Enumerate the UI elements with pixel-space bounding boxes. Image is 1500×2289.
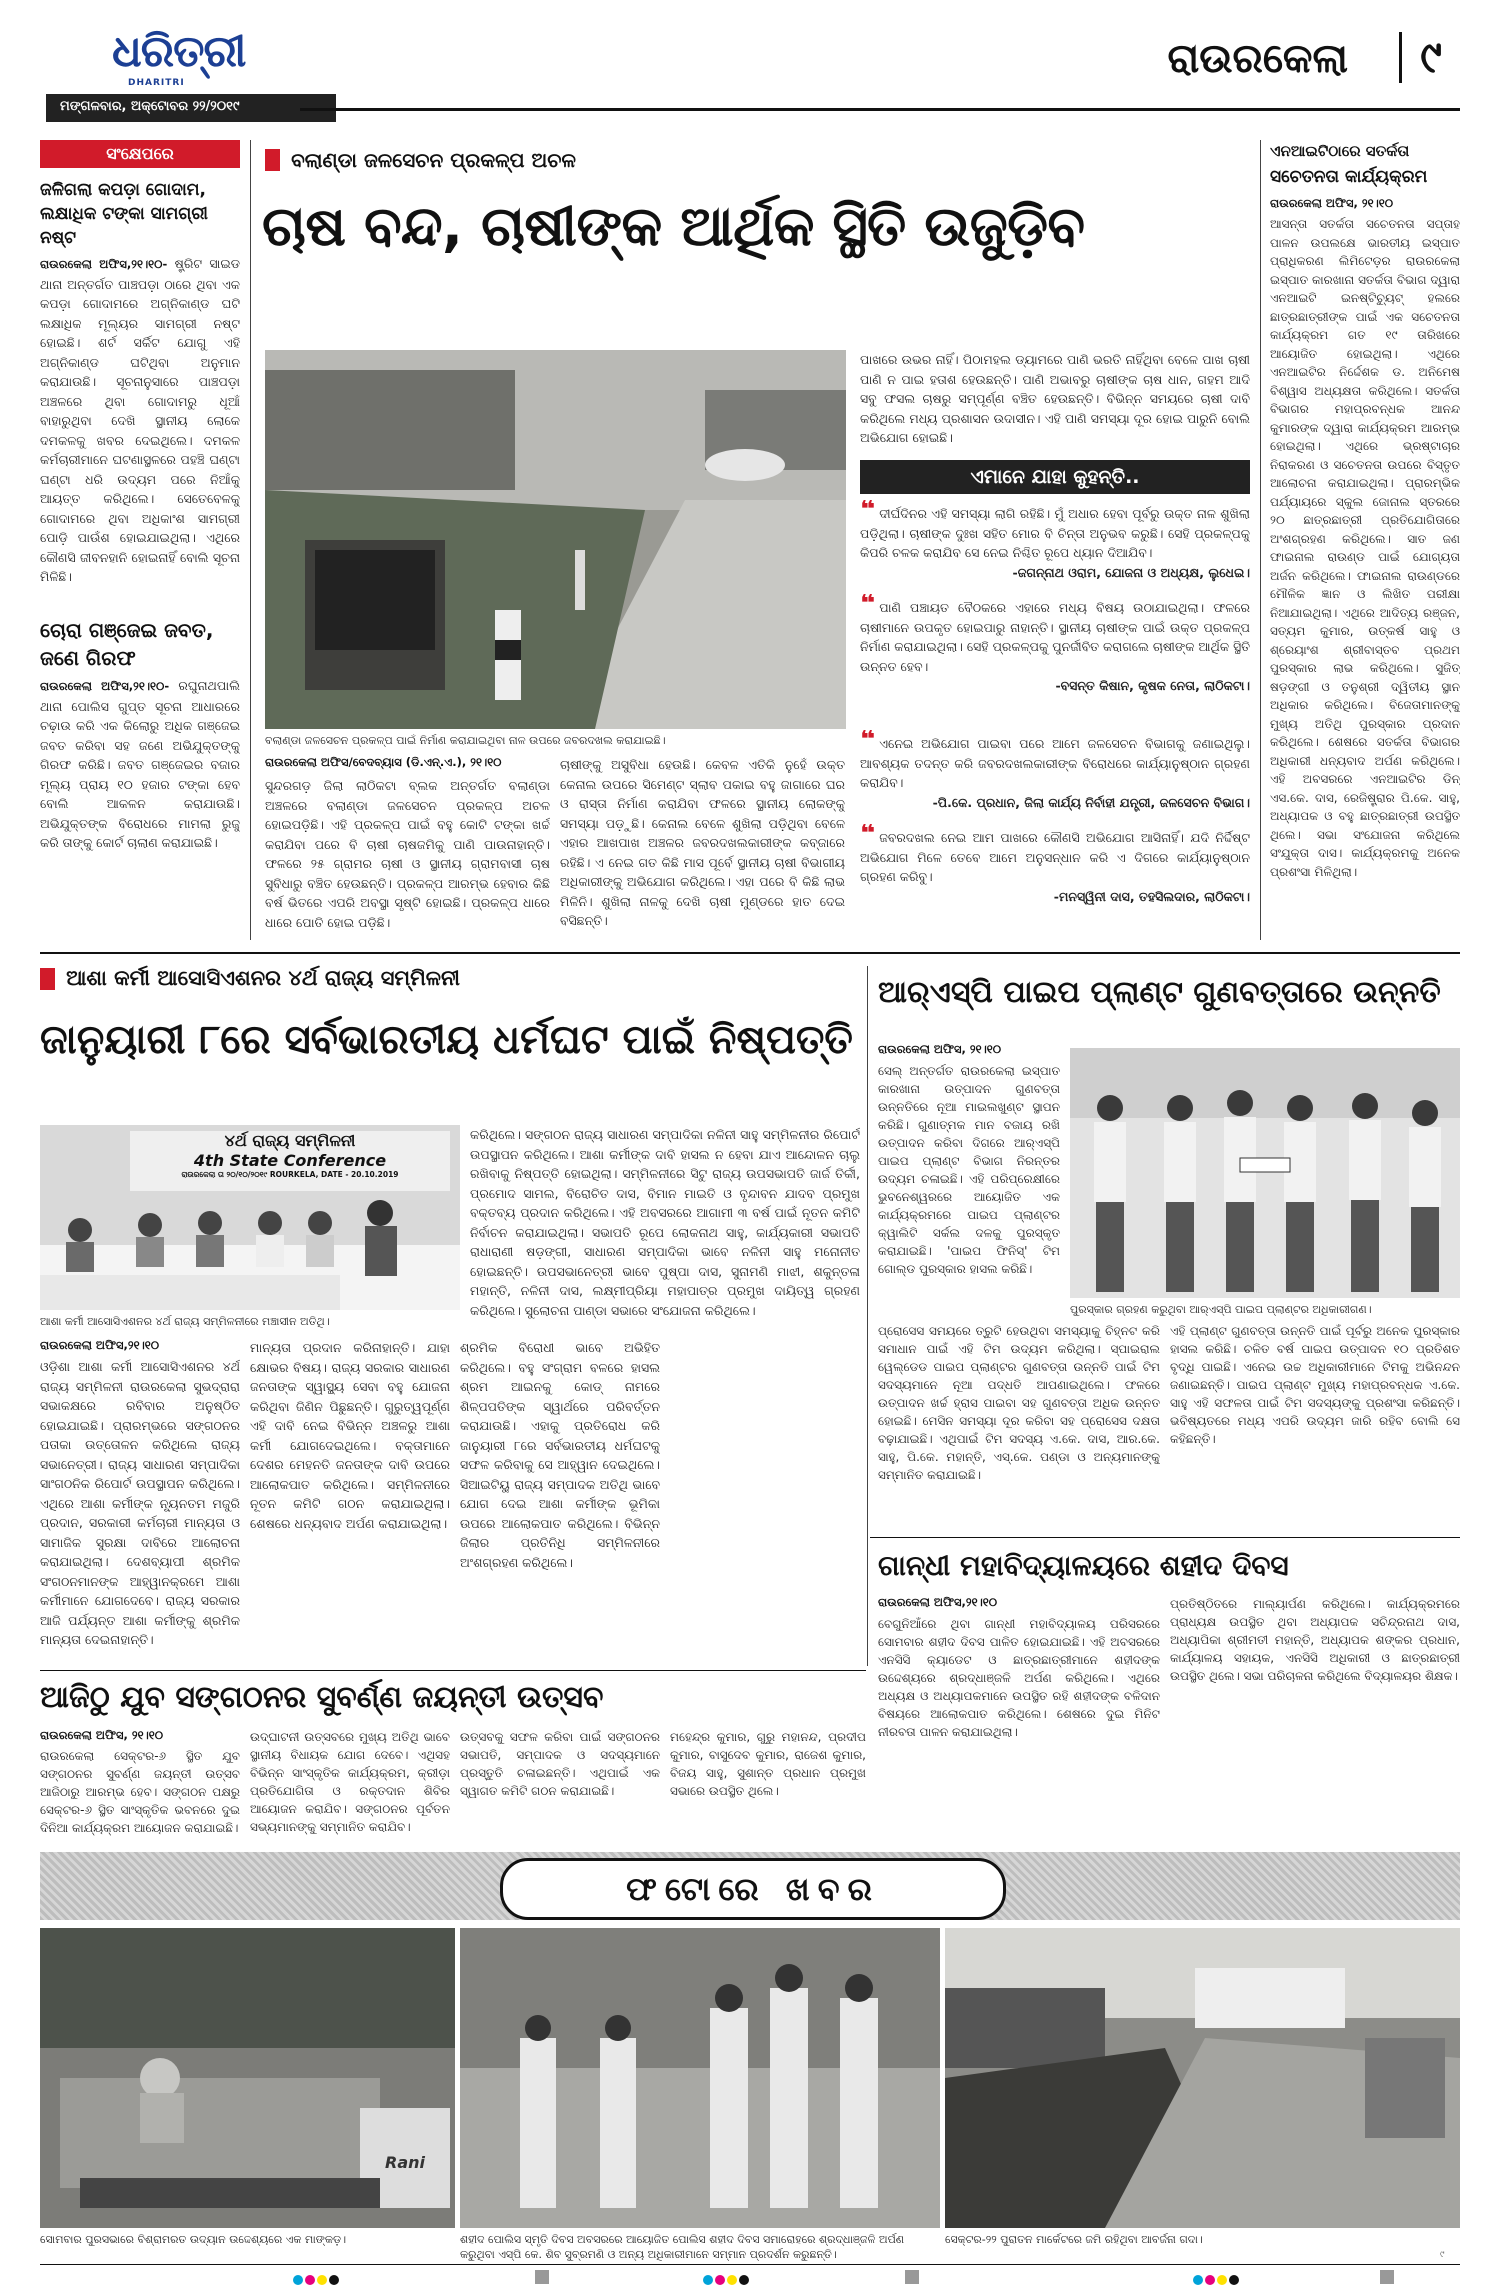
quotes-box-header [860,460,1250,494]
rsp-col1-text: ପ୍ରୋସେସ ସମୟରେ ତ୍ରୁଟି ହେଉଥିବା ସମସ୍ୟାକୁ ଚିହ୍ନଟ କରି ସମାଧାନ ପାଇଁ ଏହି ଟିମ ଉଦ୍ୟମ କରିଥିଲା। ସ୍ପାଇରାଲ ୱେଲ୍ଡେଡ ପାଇପ ପ୍ଲାଣ୍ଟର ଗୁଣବତ୍ତା ଉନ୍ନତି ପାଇଁ ଟିମ ସଦସ୍ୟମାନେ ନୂଆ ପଦ୍ଧତି ଆପଣାଇଥିଲେ। ଫଳରେ ଉତ୍ପାଦନ ଖର୍ଚ୍ଚ ହ୍ରାସ ପାଇବା ସହ ଗୁଣବତ୍ତା ଅଧିକ ଉନ୍ନତ ହୋଇଛି। ମେସିନ ସମସ୍ୟା ଦୂର କରିବା ସହ ପ୍ରୋସେସ ଦକ୍ଷତା ବଢ଼ାଯାଇଛି। ଏଥିପାଇଁ ଟିମ ସଦସ୍ୟ ଏ.କେ. ଦାସ, ଆର.କେ. ସାହୁ, ପି.କେ. ମହାନ୍ତି, ଏସ୍.କେ. ପଣ୍ଡା ଓ ଅନ୍ୟମାନଙ୍କୁ ସମ୍ମାନିତ କରାଯାଇଛି। [878,1324,1160,1482]
section-divider [40,1670,866,1671]
lead-col3-text: ପାଖରେ ଉଭର ନାହିଁ। ପିଠାମହଲ ଡ୍ୟାମରେ ପାଣି ଭରତି ନାହିଁଥିବା ବେଳେ ପାଖ ଚାଷୀ ପାଣି ନ ପାଇ ହତାଶ ହେଉଛନ୍ତି। ପାଣି ଅଭାବରୁ ଚାଷୀଙ୍କ ଚାଷ ଧାନ, ଗହମ ଆଦି ସବୁ ଫସଲ ଚାଷରୁ ସମ୍ପୂର୍ଣ୍ଣ ବଞ୍ଚିତ ହେଉଛନ୍ତି। ବିଭିନ୍ନ ସମୟରେ ଚାଷୀ ଦାବି କରିଥିଲେ ମଧ୍ୟ ପ୍ରଶାସନ ଉଦାସୀନ। ଏହି ପାଣି ସମସ୍ୟା ଦୂର ହୋଇ ପାରୁନି ବୋଲି ଅଭିଯୋଗ ହୋଇଛି। [860,352,1250,445]
quote-icon: ❝ [860,500,876,525]
banner-line: 4th State Conference [193,1151,387,1170]
grey-patch [535,2270,549,2284]
rsp-headline: ଆର୍‌ଏସ୍‌ପି ପାଇପ ପ୍ଲାଣ୍ଟ ଗୁଣବତ୍ତାରେ ଉନ୍ନତି [878,975,1441,1010]
quote-icon: ❝ [860,730,876,755]
brief-item-title: ଜଳିଗଲା କପଡ଼ା ଗୋଦାମ, ଲକ୍ଷାଧିକ ଟଙ୍କା ସାମଗ୍ରୀ ନଷ୍ଟ [40,180,208,248]
youth-headline: ଆଜିଠୁ ଯୁବ ସଙ୍ଗଠନର ସୁବର୍ଣ୍ଣ ଜୟନ୍ତୀ ଉତ୍ସବ [40,1680,604,1715]
asha-col1 [40,1338,240,1668]
rsp-photo-caption: ପୁରସ୍କାର ଗ୍ରହଣ କରୁଥିବା ଆର୍‌ଏସ୍‌ପି ପାଇପ ପ୍ଲାଣ୍ଟର ଅଧିକାରୀଗଣ। [1070,1303,1372,1316]
right-story-kicker: ଏନଆଇଟିଠାରେ ସତର୍କତା [1270,142,1410,160]
quote-author: -ପି.କେ. ପ୍ରଧାନ, ଜିଲା କାର୍ଯ୍ୟ ନିର୍ବାହୀ ଯନ୍ତ୍ରୀ, ଜଳସେଚନ ବିଭାଗ। [932,794,1250,810]
banner-line: ୪ର୍ଥ ରାଜ୍ୟ ସମ୍ମିଳନୀ [224,1131,356,1150]
quote-author: -ଜଗନ୍ନାଥ ଓରାମ, ଯୋଜନା ଓ ଅଧ୍ୟକ୍ଷ, ଲୁଧେଇ। [1012,564,1250,580]
photo-news-image-market [945,1928,1460,2228]
right-story [1270,140,1460,940]
asha-col4-text: କରିଥିଲେ। ସଙ୍ଗଠନ ରାଜ୍ୟ ସାଧାରଣ ସମ୍ପାଦିକା ନଳିନୀ ସାହୁ ସମ୍ମିଳନୀର ରିପୋର୍ଟ ଉପସ୍ଥାପନ କରିଥିଲେ। ଆଶା କର୍ମୀଙ୍କ ଦାବି ହାସଲ ନ ହେବା ଯାଏ ଆନ୍ଦୋଳନ ଚାଲୁ ରଖିବାକୁ ନିଷ୍ପତ୍ତି ହୋଇଥିଲା। ସମ୍ମିଳନୀରେ ସିଟୁ ରାଜ୍ୟ ଉପସଭାପତି ଜାର୍ଜ ତିର୍କୀ, ପ୍ରମୋଦ ସାମଲ, ବିରୋଚିତ ଦାସ, ବିମାନ ମାଇତି ଓ ବୃନ୍ଦାବନ ଯାଦବ ପ୍ରମୁଖ ବକ୍ତବ୍ୟ ପ୍ରଦାନ କରିଥିଲେ। ଏହି ଅବସରରେ ଆଗାମୀ ୩ ବର୍ଷ ପାଇଁ ନୂତନ କମିଟି ନିର୍ବାଚନ କରାଯାଇଥିଲା। ସଭାପତି ରୂପେ ଲୋକନାଥ ସାହୁ, କାର୍ଯ୍ୟକାରୀ ସଭାପତି ରାଧାରାଣୀ ଷଡ଼ଙ୍ଗୀ, ସାଧାରଣ ସମ୍ପାଦିକା ଭାବେ ନଳିନୀ ସାହୁ ମନୋନୀତ ହୋଇଛନ୍ତି। ଉପସଭାନେତ୍ରୀ ଭାବେ ପୁଷ୍ପା ଦାସ, ସୁନାମଣି ମାଝୀ, ଶକୁନ୍ତଳା ମହାନ୍ତି, ନଳିନୀ ଦାସ, ଲକ୍ଷ୍ମୀପ୍ରିୟା ମହାପାତ୍ର ପ୍ରମୁଖ ଦାୟିତ୍ୱ ଗ୍ରହଣ କରିଥିଲେ। ସୁଲୋଚନା ପାଣ୍ଡା ସଭାରେ ସଂଯୋଜନା କରିଥିଲେ। [470,1127,860,1318]
quote-icon: ❝ [860,594,876,619]
dateline: ରାଉରକେଲା ଅଫିସ, ୨୧।୧୦ [1270,196,1394,210]
banner-ribbon [500,1858,1006,1920]
lead-kicker [265,148,865,178]
brief-item-text: ରଘୁନାଥପାଲି ଥାନା ପୋଲିସ ଗୁପ୍ତ ସୂଚନା ଆଧାରରେ ଚଢ଼ାଉ କରି ଏକ କିଲୋରୁ ଅଧିକ ଗଞ୍ଜେଇ ଜବତ କରିବା ସହ ଜଣେ ଅଭିଯୁକ୍ତଙ୍କୁ ଗିରଫ କରିଛି। ଜବତ ଗଞ୍ଜେଇର ବଜାର ମୂଲ୍ୟ ପ୍ରାୟ ୧୦ ହଜାର ଟଙ୍କା ହେବ ବୋଲି ଆକଳନ କରାଯାଉଛି। ଅଭିଯୁକ୍ତଙ୍କ ବିରୋଧରେ ମାମଲା ରୁଜୁ କରି ତାଙ୍କୁ କୋର୍ଟ ଚାଲାଣ କରାଯାଇଛି। [40,678,240,850]
asha-col2-text: ମାନ୍ୟତା ପ୍ରଦାନ କରିନାହାନ୍ତି। ଯାହା କ୍ଷୋଭର ବିଷୟ। ରାଜ୍ୟ ସରକାର ସାଧାରଣ ଜନତାଙ୍କ ସ୍ୱାସ୍ଥ୍ୟ ସେବା ବହୁ ଯୋଜନା କରିଥିବା ଜିଣିନ ପିଛୁଛନ୍ତି। ଗୁରୁତ୍ୱପୂର୍ଣ୍ଣ ଏହି ଦାବି ନେଇ ବିଭିନ୍ନ ଅଞ୍ଚଳରୁ ଆଶା କର୍ମୀ ଯୋଗଦେଇଥିଲେ। ବକ୍ତାମାନେ ଦେଶର ମେହନତି ଜନତାଙ୍କ ଦାବି ଉପରେ ଆଲୋକପାତ କରିଥିଲେ। ସମ୍ମିଳନୀରେ ନୂତନ କମିଟି ଗଠନ କରାଯାଇଥିଲା। ଶେଷରେ ଧନ୍ୟବାଦ ଅର୍ପଣ କରାଯାଇଥିଲା। [250,1340,450,1531]
right-story-text: ଆସନ୍ତା ସତର୍କତା ସଚେତନତା ସପ୍ତାହ ପାଳନ ଉପଲକ୍ଷେ ଭାରତୀୟ ଇସ୍ପାତ ପ୍ରାଧିକରଣ ଲିମିଟେଡ଼ର ରାଉରକେଲା ଇସ୍ପାତ କାରଖାନା ସତର୍କତା ବିଭାଗ ଦ୍ୱାରା ଏନଆଇଟି ଇନଷ୍ଟିଚ୍ୟୁଟ୍ ହଲରେ ଛାତ୍ରଛାତ୍ରୀଙ୍କ ପାଇଁ ଏକ ସଚେତନତା କାର୍ଯ୍ୟକ୍ରମ ଗତ ୧୯ ତାରିଖରେ ଆୟୋଜିତ ହୋଇଥିଲା। ଏଥିରେ ଏନଆଇଟିର ନିର୍ଦ୍ଦେଶକ ଡ. ଅନିମେଷ ବିଶ୍ୱାସ ଅଧ୍ୟକ୍ଷତା କରିଥିଲେ। ସତର୍କତା ବିଭାଗର ମହାପ୍ରବନ୍ଧକ ଆନନ୍ଦ କୁମାରଙ୍କ ଦ୍ୱାରା କାର୍ଯ୍ୟକ୍ରମ ଆରମ୍ଭ ହୋଇଥିଲା। ଏଥିରେ ଭ୍ରଷ୍ଟାଚାର ନିରାକରଣ ଓ ସଚେତନତା ଉପରେ ବିସ୍ତୃତ ଆଲୋଚନା କରାଯାଇଥିଲା। ପ୍ରାରମ୍ଭିକ ପର୍ଯ୍ୟାୟରେ ସ୍କୁଲ ଜୋନାଲ ସ୍ତରରେ ୨୦ ଛାତ୍ରଛାତ୍ରୀ ପ୍ରତିଯୋଗିତାରେ ଅଂଶଗ୍ରହଣ କରିଥିଲେ। ସାତ ଜଣ ଫାଇନାଲ ରାଉଣ୍ଡ ପାଇଁ ଯୋଗ୍ୟତା ଅର୍ଜନ କରିଥିଲେ। ଫାଇନାଲ ରାଉଣ୍ଡରେ ମୌଳିକ ଜ୍ଞାନ ଓ ଲିଖିତ ପରୀକ୍ଷା ନିଆଯାଇଥିଲା। ଏଥିରେ ଆଦିତ୍ୟ ରଞ୍ଜନ, ସତ୍ୟମ କୁମାର, ଉତ୍କର୍ଷ ସାହୁ ଓ ଶ୍ରେୟାଂଶ ଶ୍ରୀବାସ୍ତବ ପ୍ରଥମ ପୁରସ୍କାର ଲାଭ କରିଥିଲେ। ସୁଜିତ୍ ଷଡ଼ଙ୍ଗୀ ଓ ତନୁଶ୍ରୀ ଦ୍ୱିତୀୟ ସ୍ଥାନ ଅଧିକାର କରିଥିଲେ। ବିଜେତାମାନଙ୍କୁ ମୁଖ୍ୟ ଅତିଥି ପୁରସ୍କାର ପ୍ରଦାନ କରିଥିଲେ। ଶେଷରେ ସତର୍କତା ବିଭାଗର ଅଧିକାରୀ ଧନ୍ୟବାଦ ଅର୍ପଣ କରିଥିଲେ। ଏହି ଅବସରରେ ଏନଆଇଟିର ଡିନ୍ ଏସ.କେ. ଦାସ, ରେଜିଷ୍ଟ୍ରାର ପି.କେ. ସାହୁ, ଅଧ୍ୟାପକ ଓ ବହୁ ଛାତ୍ରଛାତ୍ରୀ ଉପସ୍ଥିତ ଥିଲେ। ସଭା ସଂଯୋଜନା କରିଥିଲେ ସଂଯୁକ୍ତା ଦାସ। କାର୍ଯ୍ୟକ୍ରମକୁ ଅନେକ ପ୍ରଶଂସା ମିଳିଥିଲା। [1270,217,1460,879]
lead-dateline: ରାଉରକେଲା ଅଫିସ/ବେଦବ୍ୟାସ (ଡି.ଏନ୍.ଏ.), ୨୧।୧୦ [265,755,502,769]
brief-column [40,140,240,940]
youth-col1 [40,1728,240,1843]
youth-col4-text: ମହେନ୍ଦ୍ର କୁମାର, ଗୁରୁ ମହାନନ୍ଦ, ପ୍ରଦୀପ କୁମାର, ବାସୁଦେବ କୁମାର, ରାଜେଶ କୁମାର, ବିଜୟ ସାହୁ, ସୁଶାନ୍ତ ପ୍ରଧାନ ପ୍ରମୁଖ ସଭାରେ ଉପସ୍ଥିତ ଥିଲେ। [670,1730,866,1798]
photo-news-title: ଫଟୋରେ ଖବର [626,1870,880,1908]
quote-text: ଦୀର୍ଘଦିନର ଏହି ସମସ୍ୟା ଲାଗି ରହିଛି। ମୁଁ ଅଧାର ହେବା ପୂର୍ବରୁ ଉକ୍ତ ନାଳ ଶୁଖିଲା ପଡ଼ିଥିଲା। ଚାଷୀଙ୍କ ଦୁଃଖ ସହିତ ମୋର ବି ଚିନ୍ତା ଅନୁଭବ କରୁଛି। ସେହି ପ୍ରକଳ୍ପକୁ କିପରି ଚଳକ କରାଯିବ ସେ ନେଇ ନିଶ୍ଚିତ ରୂପେ ଧ୍ୟାନ ଦିଆଯିବ। [860,506,1250,560]
kicker-marker [265,149,280,171]
dateline: ରାଉରକେଲା ଅଫିସ,୨୧।୧୦- [40,257,168,271]
grey-patch [1380,2270,1394,2284]
kicker-marker [40,968,55,990]
logo-subtitle: DHARITRI [128,78,185,88]
youth-col2-text: ଉଦ୍‌ଘାଟନୀ ଉତ୍ସବରେ ମୁଖ୍ୟ ଅତିଥି ଭାବେ ସ୍ଥାନୀୟ ବିଧାୟକ ଯୋଗ ଦେବେ। ଏଥିସହ ବିଭିନ୍ନ ସାଂସ୍କୃତିକ କାର୍ଯ୍ୟକ୍ରମ, କ୍ରୀଡ଼ା ପ୍ରତିଯୋଗିତା ଓ ରକ୍ତଦାନ ଶିବିର ଆୟୋଜନ କରାଯିବ। ସଙ୍ଗଠନର ପୂର୍ବତନ ସଭ୍ୟମାନଙ୍କୁ ସମ୍ମାନିତ କରାଯିବ। [250,1730,450,1834]
asha-photo [40,1125,460,1310]
gandhi-col1-text: ବେଗୁନିଆଁରେ ଥିବା ଗାନ୍ଧୀ ମହାବିଦ୍ୟାଳୟ ପରିସରରେ ସୋମବାର ଶହୀଦ ଦିବସ ପାଳିତ ହୋଇଯାଇଛି। ଏହି ଅବସରରେ ଏନସିସି କ୍ୟାଡେଟ ଓ ଛାତ୍ରଛାତ୍ରୀମାନେ ଶହୀଦଙ୍କ ଉଦ୍ଦେଶ୍ୟରେ ଶ୍ରଦ୍ଧାଞ୍ଜଳି ଅର୍ପଣ କରିଥିଲେ। ଏଥିରେ ଅଧ୍ୟକ୍ଷ ଓ ଅଧ୍ୟାପକମାନେ ଉପସ୍ଥିତ ରହି ଶହୀଦଙ୍କ ବଳିଦାନ ବିଷୟରେ ଆଲୋକପାତ କରିଥିଲେ। ଶେଷରେ ଦୁଇ ମିନିଟ ନୀରବତା ପାଳନ କରାଯାଇଥିଲା। [878,1617,1160,1739]
stall-sign: Rani [385,2153,425,2172]
dateline: ରାଉରକେଲା ଅଫିସ,୨୧।୧୦ [878,1595,998,1609]
lead-col1-text: ସୁନ୍ଦରଗଡ଼ ଜିଲା ଲାଠିକଟା ବ୍ଲକ ଅନ୍ତର୍ଗତ ବଲାଣ୍ଡା ଅଞ୍ଚଳରେ ବଲାଣ୍ଡା ଜଳସେଚନ ପ୍ରକଳ୍ପ ଅଚଳ ହୋଇପଡ଼ିଛି। ଏହି ପ୍ରକଳ୍ପ ପାଇଁ ବହୁ କୋଟି ଟଙ୍କା ଖର୍ଚ୍ଚ କରାଯିବା ପରେ ବି ଚାଷୀ ଚାଷଜମିକୁ ପାଣି ପାଉନାହାନ୍ତି। ଫଳରେ ୨୫ ଗ୍ରାମର ଚାଷୀ ଓ ସ୍ଥାନୀୟ ଗ୍ରାମବାସୀ ଚାଷ ସୁବିଧାରୁ ବଞ୍ଚିତ ହେଉଛନ୍ତି। ପ୍ରକଳ୍ପ ଆରମ୍ଭ ହେବାର କିଛି ବର୍ଷ ଭିତରେ ଏପରି ଅବସ୍ଥା ସୃଷ୍ଟି ହୋଇଛି। ପ୍ରକଳ୍ପ ଧାରେ ଧାରେ ପୋତି ହୋଇ ପଡ଼ିଛି। [265,778,550,930]
quote-author: -ବସନ୍ତ କିଷାନ, କୃଷକ ନେତା, ଲାଠିକଟା। [1055,678,1250,693]
asha-col3-text: ଶ୍ରମିକ ବିରୋଧୀ ଭାବେ ଅଭିହିତ କରିଥିଲେ। ବହୁ ସଂଗ୍ରାମ ବଳରେ ହାସଲ ଶ୍ରମ ଆଇନକୁ କୋଡ୍ ନାମରେ ଶିଳ୍ପପତିଙ୍କ ସ୍ୱାର୍ଥରେ ପରିବର୍ତ୍ତନ କରାଯାଉଛି। ଏହାକୁ ପ୍ରତିରୋଧ କରି ଜାନୁୟାରୀ ୮ରେ ସର୍ବଭାରତୀୟ ଧର୍ମଘଟକୁ ସଫଳ କରିବାକୁ ସେ ଆହ୍ୱାନ ଦେଇଥିଲେ। ସିଆଇଟିୟୁ ରାଜ୍ୟ ସମ୍ପାଦକ ଅତିଥି ଭାବେ ଯୋଗ ଦେଇ ଆଶା କର୍ମୀଙ୍କ ଭୂମିକା ଉପରେ ଆଲୋକପାତ କରିଥିଲେ। ବିଭିନ୍ନ ଜିଲାର ପ୍ରତିନିଧି ସମ୍ମିଳନୀରେ ଅଂଶଗ୍ରହଣ କରିଥିଲେ। [460,1340,660,1570]
print-marks [0,2268,1500,2286]
logo [112,26,246,82]
lead-col1 [265,755,550,940]
photo-news-caption: ସୋମବାର ପୁରସଭାରେ ବିଶ୍ରାମରତ ଉଦ୍ୟାନ ଉଦ୍ଦେଶ୍ୟରେ ଏକ ମାଙ୍କଡ଼। [40,2233,347,2246]
column-divider [250,140,251,940]
rsp-top-text: ସେଲ୍ ଅନ୍ତର୍ଗତ ରାଉରକେଲା ଇସ୍ପାତ କାରଖାନା ଉତ୍ପାଦନ ଗୁଣବତ୍ତା ଉନ୍ନତିରେ ନୂଆ ମାଇଲଖୁଣ୍ଟ ସ୍ଥାପନ କରିଛି। ଗୁଣାତ୍ମକ ମାନ ବଜାୟ ରଖି ଉତ୍ପାଦନ କରିବା ଦିଗରେ ଆର୍‌ଏସ୍‌ପି ପାଇପ ପ୍ଲାଣ୍ଟ ବିଭାଗ ନିରନ୍ତର ଉଦ୍ୟମ ଚଳାଇଛି। ଏହି ପରିପ୍ରେକ୍ଷୀରେ ଭୁବନେଶ୍ୱରରେ ଆୟୋଜିତ ଏକ କାର୍ଯ୍ୟକ୍ରମରେ ପାଇପ ପ୍ଲାଣ୍ଟର କ୍ୱାଲିଟି ସର୍କଲ ଦଳକୁ ପୁରସ୍କୃତ କରାଯାଇଛି। 'ପାଇପ ଫିନିସ୍' ଟିମ ଗୋଲ୍ଡ ପୁରସ୍କାର ହାସଲ କରିଛି। [878,1064,1060,1276]
lead-photo [265,350,846,729]
brief-item-text: ଷ୍ଟ୍ରିଟ ସାଇଡ ଥାନା ଅନ୍ତର୍ଗତ ପାଞ୍ଚପଡ଼ା ଠାରେ ଥିବା ଏକ କପଡ଼ା ଗୋଦାମରେ ଅଗ୍ନିକାଣ୍ଡ ଘଟି ଲକ୍ଷାଧିକ ମୂଲ୍ୟର ସାମଗ୍ରୀ ନଷ୍ଟ ହୋଇଛି। ଶର୍ଟ ସର୍କିଟ ଯୋଗୁ ଏହି ଅଗ୍ନିକାଣ୍ଡ ଘଟିଥିବା ଅନୁମାନ କରାଯାଉଛି। ସୂଚନାନୁସାରେ ପାଞ୍ଚପଡ଼ା ଅଞ୍ଚଳରେ ଥିବା ଗୋଦାମରୁ ଧୂଆଁ ବାହାରୁଥିବା ଦେଖି ସ୍ଥାନୀୟ ଲୋକେ ଦମକଳକୁ ଖବର ଦେଇଥିଲେ। ଦମକଳ କର୍ମଚାରୀମାନେ ଘଟଣାସ୍ଥଳରେ ପହଞ୍ଚି ଘଣ୍ଟା ଘଣ୍ଟା ଧରି ଉଦ୍ୟମ ପରେ ନିଆଁକୁ ଆୟତ୍ତ କରିଥିଲେ। ସେତେବେଳକୁ ଗୋଦାମରେ ଥିବା ଅଧିକାଂଶ ସାମଗ୍ରୀ ପୋଡ଼ି ପାଉଁଶ ହୋଇଯାଇଥିଲା। ଏଥିରେ କୌଣସି ଜୀବନହାନି ହୋଇନାହିଁ ବୋଲି ସୂଚନା ମିଳିଛି। [40,256,240,584]
quote-item [860,730,1250,818]
date-bar [46,94,336,122]
rsp-col2-text: ଏହି ପ୍ଲାଣ୍ଟ ଗୁଣବତ୍ତା ଉନ୍ନତି ପାଇଁ ପୂର୍ବରୁ ଅନେକ ପୁରସ୍କାର ହାସଲ କରିଛି। ଚଳିତ ବର୍ଷ ପାଇପ ଉତ୍ପାଦନ ୧୦ ପ୍ରତିଶତ ବୃଦ୍ଧି ପାଇଛି। ଏନେଇ ଉଚ୍ଚ ଅଧିକାରୀମାନେ ଟିମକୁ ଅଭିନନ୍ଦନ ଜଣାଇଛନ୍ତି। ପାଇପ ପ୍ଲାଣ୍ଟ ମୁଖ୍ୟ ମହାପ୍ରବନ୍ଧକ ଏ.କେ. ସାହୁ ଏହି ସଫଳତା ପାଇଁ ଟିମ ସଦସ୍ୟଙ୍କୁ ପ୍ରଶଂସା କରିଛନ୍ତି। ଭବିଷ୍ୟତରେ ମଧ୍ୟ ଏପରି ଉଦ୍ୟମ ଜାରି ରହିବ ବୋଲି ସେ କହିଛନ୍ତି। [1170,1324,1460,1446]
cmyk-dots [292,2270,340,2289]
quote-item [860,594,1250,724]
footer-rule [40,2264,1460,2265]
logo-text: ଧରିତ୍ରୀ [112,26,246,77]
quote-text: ଜବରଦଖଲ ନେଇ ଆମ ପାଖରେ କୌଣସି ଅଭିଯୋଗ ଆସିନାହିଁ। ଯଦି ନିର୍ଦ୍ଦିଷ୍ଟ ଅଭିଯୋଗ ମିଳେ ତେବେ ଆମେ ଅନୁସନ୍ଧାନ କରି ଏ ଦିଗରେ କାର୍ଯ୍ୟାନୁଷ୍ଠାନ ଗ୍ରହଣ କରିବୁ। [860,830,1250,884]
brief-header-text: ସଂକ୍ଷେପରେ [106,144,174,163]
cmyk-dots [702,2270,750,2289]
footer-page-ref: ୯ [1440,2250,1445,2260]
photo-news-caption: ସେକ୍ଟର-୨୨ ପୁରାତନ ମାର୍କେଟରେ ଜମି ରହିଥିବା ଆବର୍ଜନା ଗଦା। [945,2233,1203,2246]
dateline: ରାଉରକେଲା ଅଫିସ, ୨୧।୧୦ [40,1728,164,1742]
quote-text: ପାଣି ପଞ୍ଚାୟତ ବୈଠକରେ ଏହାରେ ମଧ୍ୟ ବିଷୟ ଉଠାଯାଇଥିଲା। ଫଳରେ ଚାଷୀମାନେ ଉପକୃତ ହୋଇପାରୁ ନାହାନ୍ତି। ସ୍ଥାନୀୟ ଚାଷୀଙ୍କ ପାଇଁ ଉକ୍ତ ପ୍ରକଳ୍ପ ନିର୍ମାଣ କରାଯାଇଥିଲା। ସେହି ପ୍ରକଳ୍ପକୁ ପୁନର୍ଜୀବିତ କରାଗଲେ ଚାଷୀଙ୍କ ଆର୍ଥିକ ସ୍ଥିତି ଉନ୍ନତ ହେବ। [860,600,1250,674]
asha-col5-text [670,1338,860,1663]
issue-date: ମଙ୍ଗଳବାର, ଅକ୍ଟୋବର ୨୨/୨୦୧୯ [60,99,240,114]
column-divider [867,966,868,1666]
banner-line: ରାଉରକେଲା ତା ୨୦/୧୦/୨୦୧୯ ROURKELA, DATE - 20.10.2019 [181,1170,399,1179]
section-divider [870,1537,1460,1538]
kicker-text: ବଲାଣ୍ଡା ଜଳସେଚନ ପ୍ରକଳ୍ପ ଅଚଳ [291,148,576,172]
dateline: ରାଉରକେଲା ଅଫିସ, ୨୧।୧୦ [878,1042,1002,1056]
lead-photo-caption: ବଲାଣ୍ଡା ଜଳସେଚନ ପ୍ରକଳ୍ପ ପାଇଁ ନିର୍ମାଣ କରାଯାଇଥିବା ନାଳ ଉପରେ ଜବରଦଖଲ କରାଯାଇଛି। [265,734,666,747]
lead-col2-text: ଚାଷୀଙ୍କୁ ଅସୁବିଧା ହେଉଛି। କେବଳ ଏତିକି ନୁହେଁ ଉକ୍ତ କେନାଲ ଉପରେ ସିମେଣ୍ଟ ସ୍ଲାବ ପକାଇ ବହୁ ଜାଗାରେ ଘର ଓ ରାସ୍ତା ନିର୍ମାଣ କରାଯିବା ଫଳରେ ସ୍ଥାନୀୟ ଲୋକଙ୍କୁ ସମସ୍ୟା ପଡ଼ୁଛି। କେନାଲ ବେଳେ ଶୁଖିଲା ପଡ଼ିଥିବା ବେଳେ ଏହାର ଆଖପାଖ ଅଞ୍ଚଳର ଜବରଦଖଲକାରୀଙ୍କ କବ୍ଜାରେ ରହିଛି। ଏ ନେଇ ଗତ କିଛି ମାସ ପୂର୍ବେ ସ୍ଥାନୀୟ ଚାଷୀ ବିଭାଗୀୟ ଅଧିକାରୀଙ୍କୁ ଅଭିଯୋଗ କରିଥିଲେ। ଏହା ପରେ ବି କିଛି ଲାଭ ମିଳିନି। ଶୁଖିଲା ନାଳକୁ ଦେଖି ଚାଷୀ ମୁଣ୍ଡରେ ହାତ ଦେଇ ବସିଛନ୍ତି। [560,757,845,928]
brief-item-body [40,254,240,604]
asha-headline: ଜାନୁୟାରୀ ୮ରେ ସର୍ବଭାରତୀୟ ଧର୍ମଘଟ ପାଇଁ ନିଷ୍ପତ୍ତି [40,1017,853,1063]
page-number: ୯ [1399,32,1442,83]
brief-item-body [40,676,240,906]
brief-header [40,140,240,168]
photo-news-caption: ଶହୀଦ ପୋଲିସ ସ୍ମୃତି ଦିବସ ଅବସରରେ ଆୟୋଜିତ ପୋଲିସ ଶହୀଦ ଦିବସ ସମାରୋହରେ ଶ୍ରଦ୍ଧାଞ୍ଜଳି ଅର୍ପଣ କରୁଥିବା ଏସ୍‌ପି କେ. ଶିବ ସୁବ୍ରମଣି ଓ ଅନ୍ୟ ଅଧିକାରୀମାନେ ସମ୍ମାନ ପ୍ରଦର୍ଶନ କରୁଛନ୍ତି। [460,2233,905,2261]
brief-item-title: ଚୋରା ଗଞ୍ଜେଇ ଜବତ, ଜଣେ ଗିରଫ [40,618,214,670]
masthead-rule [300,108,1460,111]
asha-photo-caption: ଆଶା କର୍ମୀ ଆସୋସିଏଶନର ୪ର୍ଥ ରାଜ୍ୟ ସମ୍ମିଳନୀରେ ମଞ୍ଚାସୀନ ଅତିଥି। [40,1315,330,1328]
dateline: ରାଉରକେଲା ଅଫିସ,୨୧।୧୦- [40,679,170,693]
quotes-box [860,460,1250,940]
photo-news-image-police [460,1928,940,2228]
gandhi-col2-text: ପ୍ରତିଷ୍ଠିତରେ ମାଲ୍ୟାର୍ପଣ କରିଥିଲେ। କାର୍ଯ୍ୟକ୍ରମରେ ପ୍ରାଧ୍ୟକ୍ଷ ଉପସ୍ଥିତ ଥିବା ଅଧ୍ୟାପକ ସଚିନ୍ଦ୍ରନାଥ ଦାସ, ଅଧ୍ୟାପିକା ଶ୍ରୀମତୀ ମହାନ୍ତି, ଅଧ୍ୟାପକ ଶଙ୍କର ପ୍ରଧାନ, କାର୍ଯ୍ୟାଳୟ ସହାୟକ, ଏନସିସି ଅଧିକାରୀ ଓ ଛାତ୍ରଛାତ୍ରୀ ଉପସ୍ଥିତ ଥିଲେ। ସଭା ପରିଚାଳନା କରିଥିଲେ ବିଦ୍ୟାଳୟର ଶିକ୍ଷକ। [1170,1597,1460,1683]
grey-patch [905,2270,919,2284]
rsp-photo [1070,1048,1460,1298]
asha-kicker [40,966,840,996]
lead-headline: ଚାଷ ବନ୍ଦ, ଚାଷୀଙ୍କ ଆର୍ଥିକ ସ୍ଥିତି ଉଜୁଡ଼ିବ [262,194,1085,258]
gandhi-headline: ଗାନ୍ଧୀ ମହାବିଦ୍ୟାଳୟରେ ଶହୀଦ ଦିବସ [878,1549,1289,1582]
photo-news-image-monkey [40,1928,455,2228]
photo-news-banner [40,1852,1460,1920]
quote-item [860,500,1250,588]
quotes-box-title: ଏମାନେ ଯାହା କୁହନ୍ତି.. [970,466,1140,488]
asha-col1-text: ଓଡ଼ିଶା ଆଶା କର୍ମୀ ଆସୋସିଏଶନର ୪ର୍ଥ ରାଜ୍ୟ ସମ୍ମିଳନୀ ରାଉରକେଲା ସୁଭଦ୍ରାରା ସଭାକକ୍ଷରେ ରବିବାର ଅନୁଷ୍ଠିତ ହୋଇଯାଇଛି। ପ୍ରାରମ୍ଭରେ ସଙ୍ଗଠନର ପତାକା ଉତ୍ତୋଳନ କରିଥିଲେ ରାଜ୍ୟ ସଭାନେତ୍ରୀ। ରାଜ୍ୟ ସାଧାରଣ ସମ୍ପାଦିକା ସାଂଗଠନିକ ରିପୋର୍ଟ ଉପସ୍ଥାପନ କରିଥିଲେ। ଏଥିରେ ଆଶା କର୍ମୀଙ୍କ ନ୍ୟୂନତମ ମଜୁରି ପ୍ରଦାନ, ସରକାରୀ କର୍ମଚାରୀ ମାନ୍ୟତା ଓ ସାମାଜିକ ସୁରକ୍ଷା ଦାବିରେ ଆଲୋଚନା କରାଯାଇଥିଲା। ଦେଶବ୍ୟାପୀ ଶ୍ରମିକ ସଂଗଠନମାନଙ୍କ ଆହ୍ୱାନକ୍ରମେ ଆଶା କର୍ମୀମାନେ ଯୋଗଦେବେ। ରାଜ୍ୟ ସରକାର ଆଜି ପର୍ଯ୍ୟନ୍ତ ଆଶା କର୍ମୀଙ୍କୁ ଶ୍ରମିକ ମାନ୍ୟତା ଦେଇନାହାନ୍ତି। [40,1359,240,1647]
quote-icon: ❝ [860,824,876,849]
edition-name: ରାଉରକେଲା [1167,36,1348,82]
section-divider [40,952,1460,954]
right-story-headline: ସଚେତନତା କାର୍ଯ୍ୟକ୍ରମ [1270,167,1428,187]
quote-item [860,824,1250,918]
dateline: ରାଉରକେଲା ଅଫିସ,୨୧।୧୦ [40,1338,160,1352]
youth-col3-text: ଉତ୍ସବକୁ ସଫଳ କରିବା ପାଇଁ ସଙ୍ଗଠନର ସଭାପତି, ସମ୍ପାଦକ ଓ ସଦସ୍ୟମାନେ ପ୍ରସ୍ତୁତି ଚଳାଇଛନ୍ତି। ଏଥିପାଇଁ ଏକ ସ୍ୱାଗତ କମିଟି ଗଠନ କରାଯାଇଛି। [460,1730,660,1798]
cmyk-dots [1192,2270,1240,2289]
masthead [40,22,1460,132]
column-divider [1260,140,1261,940]
quote-author: -ମନସ୍ୱିନୀ ଦାସ, ତହସିଲଦାର, ଲାଠିକଟା। [1053,888,1250,904]
quote-text: ଏନେଇ ଅଭିଯୋଗ ପାଇବା ପରେ ଆମେ ଜଳସେଚନ ବିଭାଗକୁ ଜଣାଇଥିଲୁ। ଆବଶ୍ୟକ ତଦନ୍ତ କରି ଜବରଦଖଲକାରୀଙ୍କ ବିରୋଧରେ କାର୍ଯ୍ୟାନୁଷ୍ଠାନ ଗ୍ରହଣ କରାଯିବ। [860,736,1250,790]
kicker-text: ଆଶା କର୍ମୀ ଆସୋସିଏଶନର ୪ର୍ଥ ରାଜ୍ୟ ସମ୍ମିଳନୀ [66,966,461,990]
youth-col1-text: ରାଉରକେଲା ସେକ୍ଟର-୬ ସ୍ଥିତ ଯୁବ ସଙ୍ଗଠନର ସୁବର୍ଣ୍ଣ ଜୟନ୍ତୀ ଉତ୍ସବ ଆଜିଠାରୁ ଆରମ୍ଭ ହେବ। ସଙ୍ଗଠନ ପକ୍ଷରୁ ସେକ୍ଟର-୬ ସ୍ଥିତ ସାଂସ୍କୃତିକ ଭବନରେ ଦୁଇ ଦିନିଆ କାର୍ଯ୍ୟକ୍ରମ ଆୟୋଜନ କରାଯାଇଛି। [40,1749,240,1835]
